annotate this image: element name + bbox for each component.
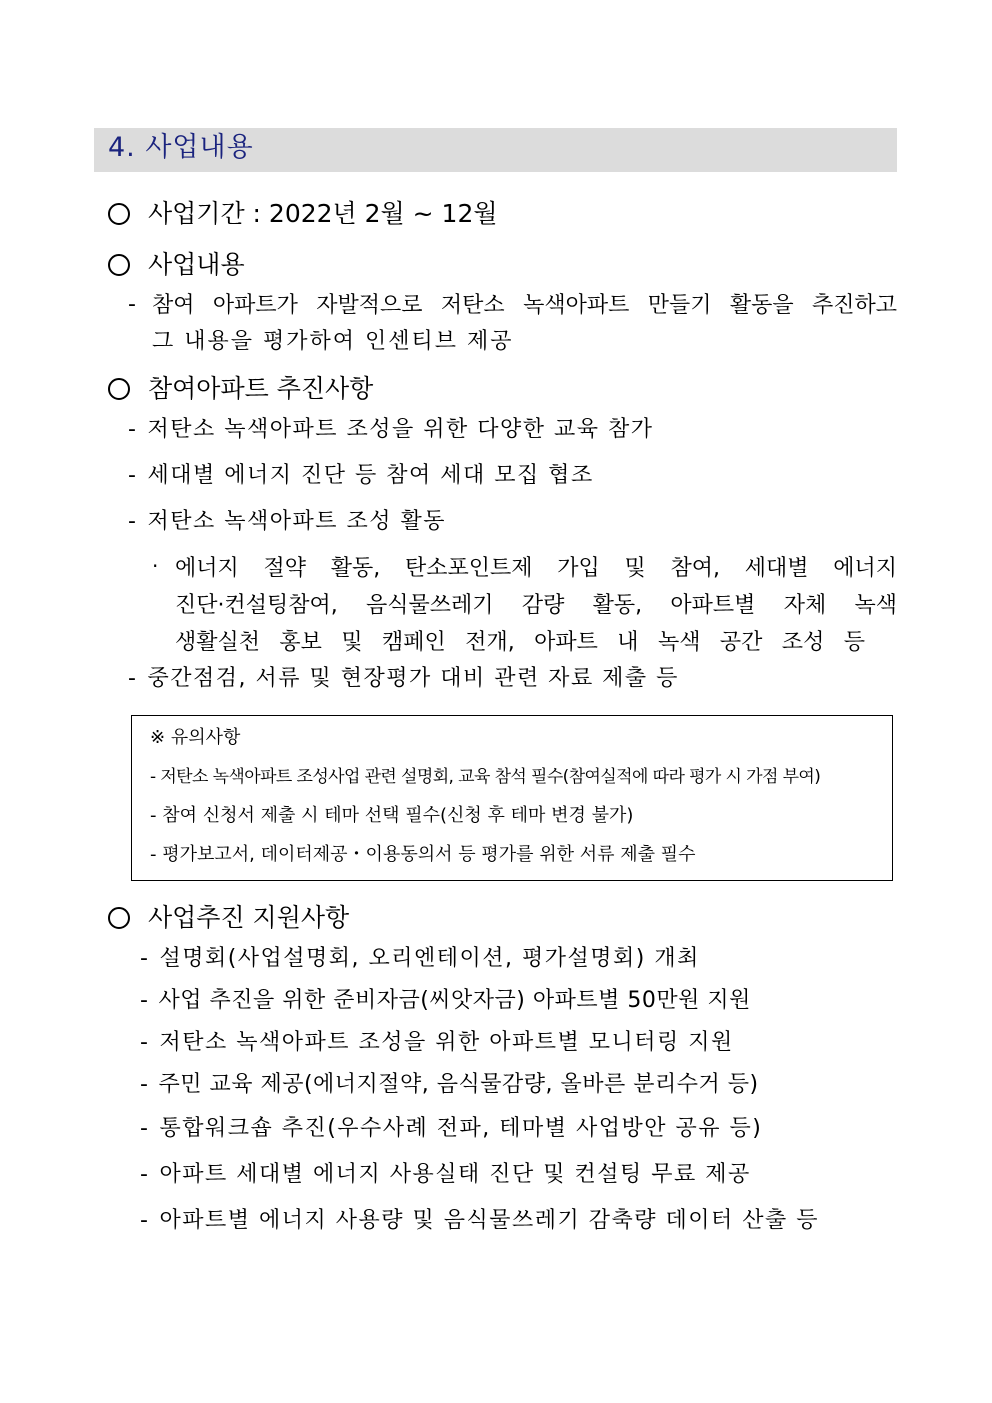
circle-bullet-icon xyxy=(108,378,130,400)
circle-bullet-icon xyxy=(108,203,130,225)
circle-bullet-icon xyxy=(108,907,130,929)
support-item: - 통합워크숍 추진(우수사례 전파, 테마별 사업방안 공유 등) xyxy=(140,1116,763,1141)
content-heading-text: 사업내용 xyxy=(148,250,245,279)
support-item: - 사업 추진을 위한 준비자금(씨앗자금) 아파트별 50만원 지원 xyxy=(140,988,751,1013)
participation-item-last: - 중간점검, 서류 및 현장평가 대비 관련 자료 제출 등 xyxy=(128,666,679,691)
participation-heading-text: 참여아파트 추진사항 xyxy=(148,374,374,403)
period-heading xyxy=(108,199,498,229)
content-item-dash xyxy=(128,290,147,320)
support-heading xyxy=(108,903,349,933)
content-item-line2: 그 내용을 평가하여 인센티브 제공 xyxy=(152,329,514,354)
note-item: - 참여 신청서 제출 시 테마 선택 필수(신청 후 테마 변경 불가) xyxy=(150,805,634,826)
note-item: - 평가보고서, 데이터제공・이용동의서 등 평가를 위한 서류 제출 필수 xyxy=(150,844,696,865)
sub-bullet-marker: · xyxy=(152,554,159,578)
participation-item: - 저탄소 녹색아파트 조성을 위한 다양한 교육 참가 xyxy=(128,417,654,442)
period-text: 사업기간 : 2022년 2월 ~ 12월 xyxy=(148,199,498,228)
support-item: - 주민 교육 제공(에너지절약, 음식물감량, 올바른 분리수거 등) xyxy=(140,1072,759,1097)
support-heading-text: 사업추진 지원사항 xyxy=(148,903,350,932)
support-item: - 아파트 세대별 에너지 사용실태 진단 및 컨설팅 무료 제공 xyxy=(140,1162,751,1187)
participation-item: - 저탄소 녹색아파트 조성 활동 xyxy=(128,509,446,534)
circle-bullet-icon xyxy=(108,254,130,276)
note-item: - 저탄소 녹색아파트 조성사업 관련 설명회, 교육 참석 필수(참여실적에 따라 평가 시 가점 부여) xyxy=(150,767,821,787)
sub-item-line2: 진단·컨설팅참여, 음식물쓰레기 감량 활동, 아파트별 자체 녹색 xyxy=(175,593,897,618)
sub-item-line3: 생활실천 홍보 및 캠페인 전개, 아파트 내 녹색 공간 조성 등 xyxy=(175,630,865,655)
content-heading xyxy=(108,250,245,280)
sub-item-line1: 에너지 절약 활동, 탄소포인트제 가입 및 참여, 세대별 에너지 xyxy=(175,556,897,581)
support-item: - 아파트별 에너지 사용량 및 음식물쓰레기 감축량 데이터 산출 등 xyxy=(140,1208,819,1233)
section-title: 4. 사업내용 xyxy=(108,132,254,163)
dash-marker: - xyxy=(128,292,138,317)
content-item-line1: 참여 아파트가 자발적으로 저탄소 녹색아파트 만들기 활동을 추진하고 xyxy=(152,293,897,318)
participation-heading xyxy=(108,374,373,404)
participation-item: - 세대별 에너지 진단 등 참여 세대 모집 협조 xyxy=(128,463,594,488)
support-item: - 저탄소 녹색아파트 조성을 위한 아파트별 모니터링 지원 xyxy=(140,1030,734,1055)
notes-title: ※ 유의사항 xyxy=(150,727,241,748)
support-item: - 설명회(사업설명회, 오리엔테이션, 평가설명회) 개최 xyxy=(140,946,700,971)
